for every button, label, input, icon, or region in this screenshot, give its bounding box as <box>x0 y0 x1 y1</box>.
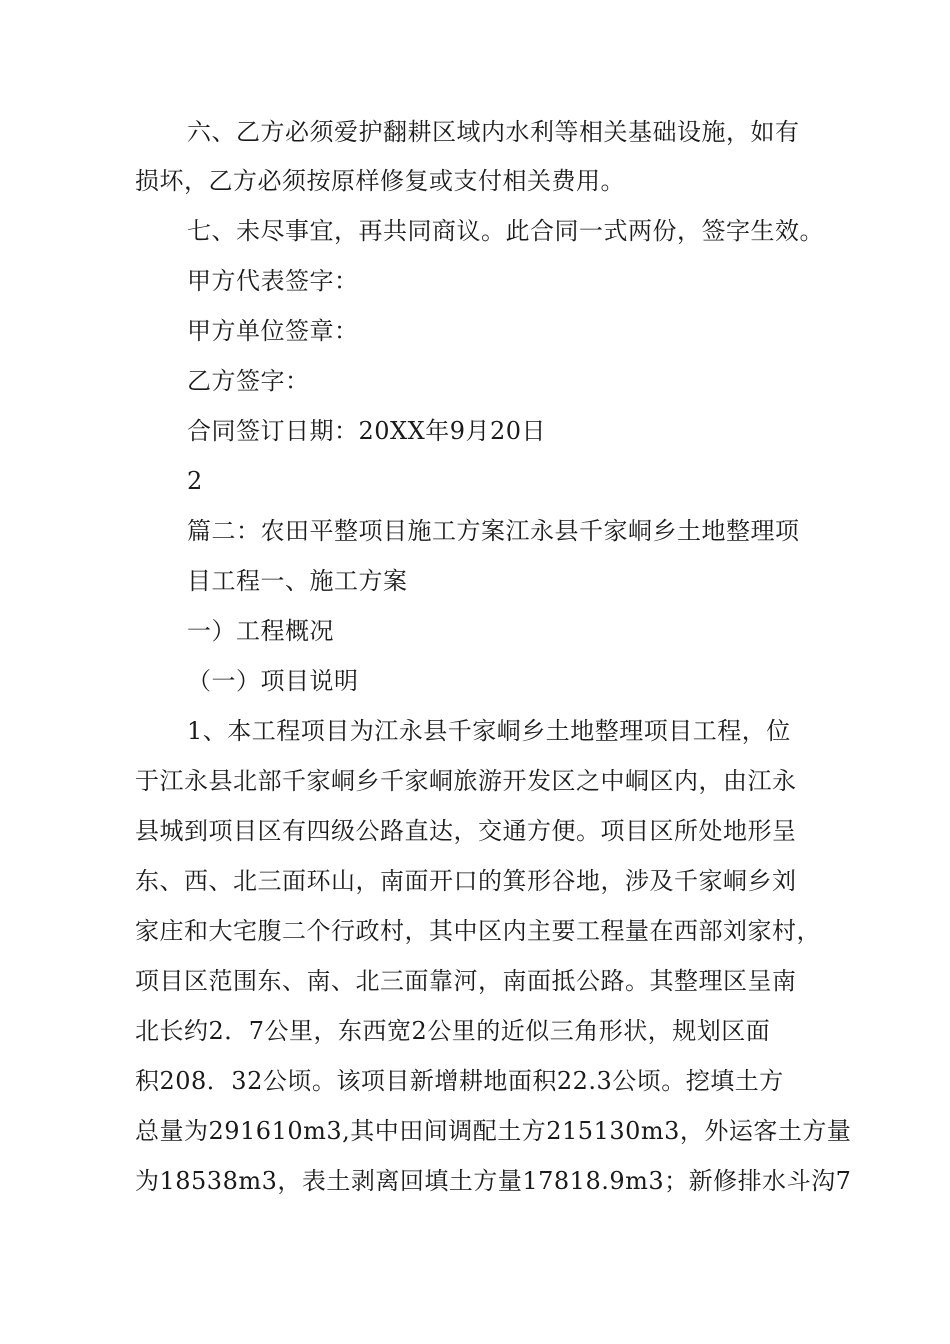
paragraph-line-7: 北长约2．7公里，东西宽2公里的近似三角形状，规划区面 <box>135 1017 771 1045</box>
page-number: 2 <box>187 467 203 495</box>
clause-seven: 七、未尽事宜，再共同商议。此合同一式两份，签字生效。 <box>187 217 824 245</box>
paragraph-line-5: 家庄和大宅腹二个行政村，其中区内主要工程量在西部刘家村， <box>135 917 821 945</box>
heading-project-overview: 一）工程概况 <box>187 617 334 645</box>
paragraph-line-4: 东、西、北三面环山，南面开口的箕形谷地，涉及千家峒乡刘 <box>135 867 797 895</box>
contract-signing-date: 合同签订日期：20XX年9月20日 <box>187 417 547 445</box>
party-a-unit-seal: 甲方单位签章： <box>187 317 359 345</box>
clause-six-line-1: 六、乙方必须爱护翻耕区域内水利等相关基础设施，如有 <box>187 118 800 146</box>
section-two-title-line-1: 篇二：农田平整项目施工方案江永县千家峒乡土地整理项 <box>187 517 800 545</box>
clause-six-line-2: 损坏，乙方必须按原样修复或支付相关费用。 <box>135 167 625 195</box>
party-b-signature: 乙方签字： <box>187 367 310 395</box>
paragraph-line-6: 项目区范围东、南、北三面靠河，南面抵公路。其整理区呈南 <box>135 967 797 995</box>
paragraph-line-1: 1、本工程项目为江永县千家峒乡土地整理项目工程，位 <box>187 717 791 745</box>
paragraph-line-2: 于江永县北部千家峒乡千家峒旅游开发区之中峒区内，由江永 <box>135 767 797 795</box>
heading-project-description: （一）项目说明 <box>187 667 359 695</box>
paragraph-line-3: 县城到项目区有四级公路直达，交通方便。项目区所处地形呈 <box>135 817 797 845</box>
section-two-title-line-2: 目工程一、施工方案 <box>187 567 408 595</box>
paragraph-line-10: 为18538m3，表土剥离回填土方量17818.9m3；新修排水斗沟7 <box>135 1167 852 1195</box>
party-a-representative-signature: 甲方代表签字： <box>187 267 359 295</box>
paragraph-line-9: 总量为291610m3,其中田间调配土方215130m3，外运客土方量 <box>135 1117 852 1145</box>
paragraph-line-8: 积208．32公顷。该项目新增耕地面积22.3公顷。挖填土方 <box>135 1067 784 1095</box>
